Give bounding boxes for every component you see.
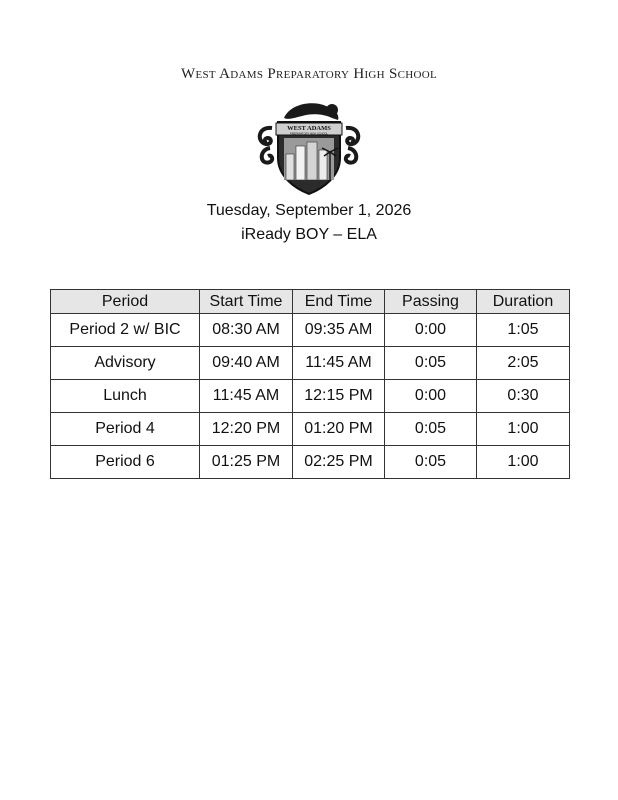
header-start-time: Start Time [200,290,293,314]
cell-period: Period 4 [51,413,200,446]
table-row [51,347,570,380]
cell-passing: 0:05 [385,413,477,446]
schedule-date: Tuesday, September 1, 2026 [206,202,412,219]
cell-period: Lunch [51,380,200,413]
cell-end-time: 12:15 PM [293,380,385,413]
logo-text: WEST ADAMS [287,125,331,132]
table-row [51,446,570,479]
cell-end-time: 02:25 PM [293,446,385,479]
cell-period: Period 6 [51,446,200,479]
cell-duration: 2:05 [477,347,570,380]
cell-start-time: 12:20 PM [200,413,293,446]
cell-duration: 1:00 [477,413,570,446]
schedule-subtitle: iReady BOY – ELA [241,226,377,243]
table-row [51,314,570,347]
cell-duration: 1:00 [477,446,570,479]
bell-schedule-table [50,289,570,479]
cell-start-time: 09:40 AM [200,347,293,380]
school-name: West Adams Preparatory High School [181,66,437,82]
cell-end-time: 09:35 AM [293,314,385,347]
table-header-row [51,290,570,314]
logo-subtext: PREPARATORY HIGH SCHOOL [290,132,328,136]
school-crest-logo [254,96,364,196]
cell-start-time: 01:25 PM [200,446,293,479]
cell-end-time: 11:45 AM [293,347,385,380]
header-period: Period [51,290,200,314]
header-duration: Duration [477,290,570,314]
cell-passing: 0:05 [385,446,477,479]
cell-passing: 0:00 [385,380,477,413]
cell-passing: 0:05 [385,347,477,380]
table-row [51,413,570,446]
cell-end-time: 01:20 PM [293,413,385,446]
cell-passing: 0:00 [385,314,477,347]
header-end-time: End Time [293,290,385,314]
cell-duration: 0:30 [477,380,570,413]
header-passing: Passing [385,290,477,314]
cell-period: Advisory [51,347,200,380]
table-row [51,380,570,413]
cell-start-time: 11:45 AM [200,380,293,413]
cell-start-time: 08:30 AM [200,314,293,347]
cell-duration: 1:05 [477,314,570,347]
cell-period: Period 2 w/ BIC [51,314,200,347]
